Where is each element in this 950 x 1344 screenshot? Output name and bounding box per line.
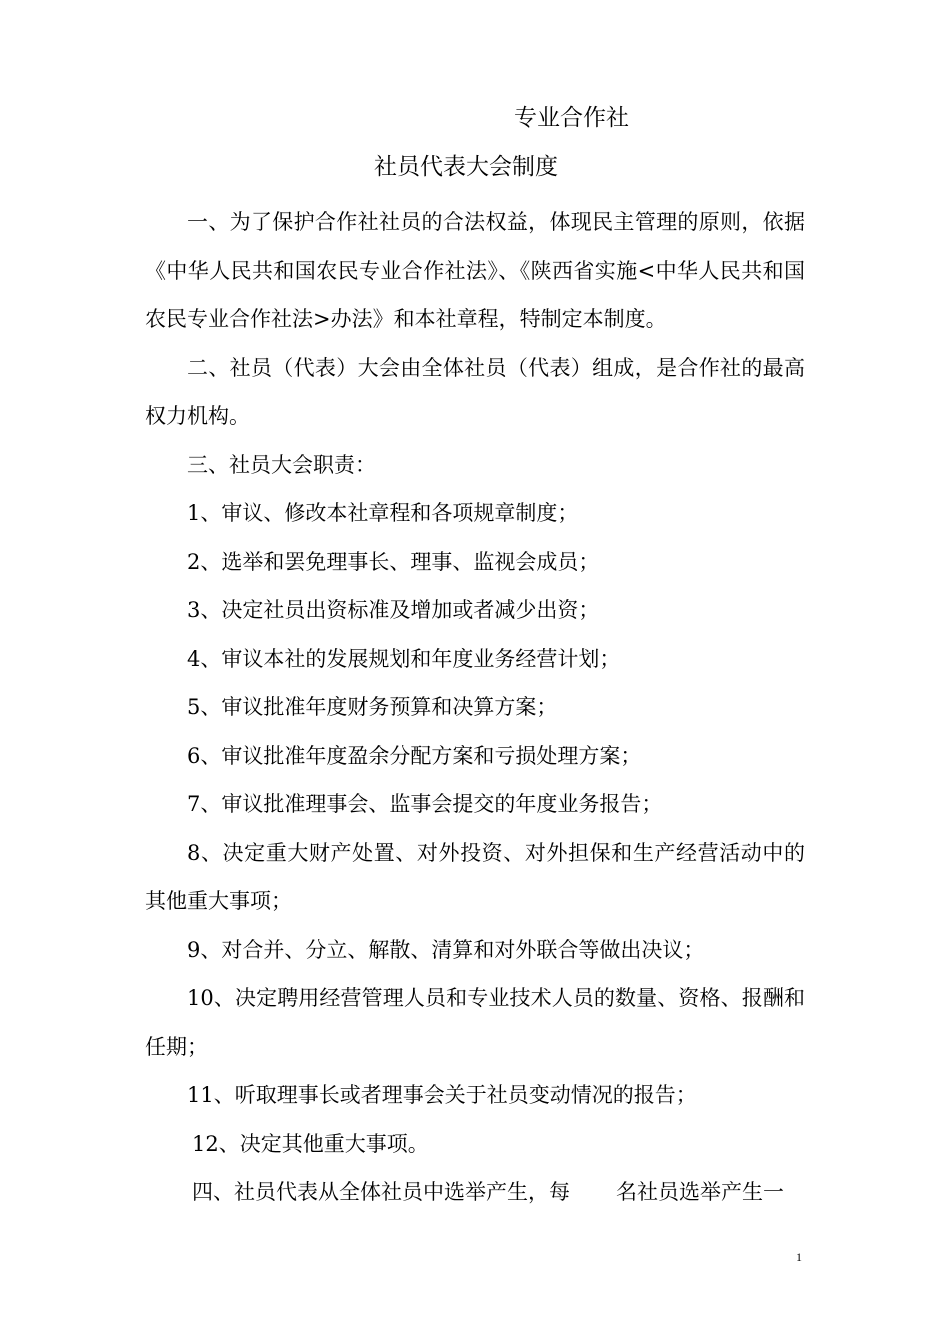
list-item-duty-5: 5、审议批准年度财务预算和决算方案； (187, 695, 558, 719)
list-item-duty-9: 9、对合并、分立、解散、清算和对外联合等做出决议； (187, 937, 705, 962)
paragraph-representatives (145, 1168, 805, 1217)
list-item-duty-1: 1、审议、修改本社章程和各项规章制度； (187, 501, 579, 525)
list-item-duty-11: 11、听取理事长或者理事会关于社员变动情况的报告； (187, 1083, 697, 1107)
representatives-text-part2: 名社员选举产生一 (616, 1180, 784, 1204)
list-item-duty-2: 2、选举和罢免理事长、理事、监视会成员； (187, 549, 600, 574)
document-body (145, 198, 805, 1217)
page-number: 1 (796, 1250, 802, 1264)
list-item-duty-4: 4、审议本社的发展规划和年度业务经营计划； (187, 646, 621, 671)
list-item-duty-12: 12、决定其他重大事项。 (192, 1131, 429, 1156)
list-item-duty-3: 3、决定社员出资标准及增加或者减少出资； (187, 598, 600, 622)
list-item-duty-6: 6、审议批准年度盈余分配方案和亏损处理方案； (187, 743, 642, 768)
list-item-duty-10: 10、决定聘用经营管理人员和专业技术人员的数量、资格、报酬和任期； (145, 986, 805, 1059)
list-item-duty-7: 7、审议批准理事会、监事会提交的年度业务报告； (187, 792, 663, 816)
list-item-duty-8: 8、决定重大财产处置、对外投资、对外担保和生产经营活动中的其他重大事项； (145, 840, 805, 913)
document-title-line1: 专业合作社 (514, 105, 629, 131)
representatives-text-part1: 四、社员代表从全体社员中选举产生，每 (192, 1180, 570, 1204)
paragraph-composition: 二、社员（代表）大会由全体社员（代表）组成，是合作社的最高权力机构。 (145, 355, 805, 428)
document-title-line2: 社员代表大会制度 (374, 154, 558, 180)
paragraph-duties-heading: 三、社员大会职责： (187, 452, 376, 477)
paragraph-purpose: 一、为了保护合作社社员的合法权益，体现民主管理的原则，依据《中华人民共和国农民专业合作社法》、《陕西省实施<中华人民共和国农民专业合作社法>办法》和本社章程，特制定本制度。 (145, 210, 805, 331)
